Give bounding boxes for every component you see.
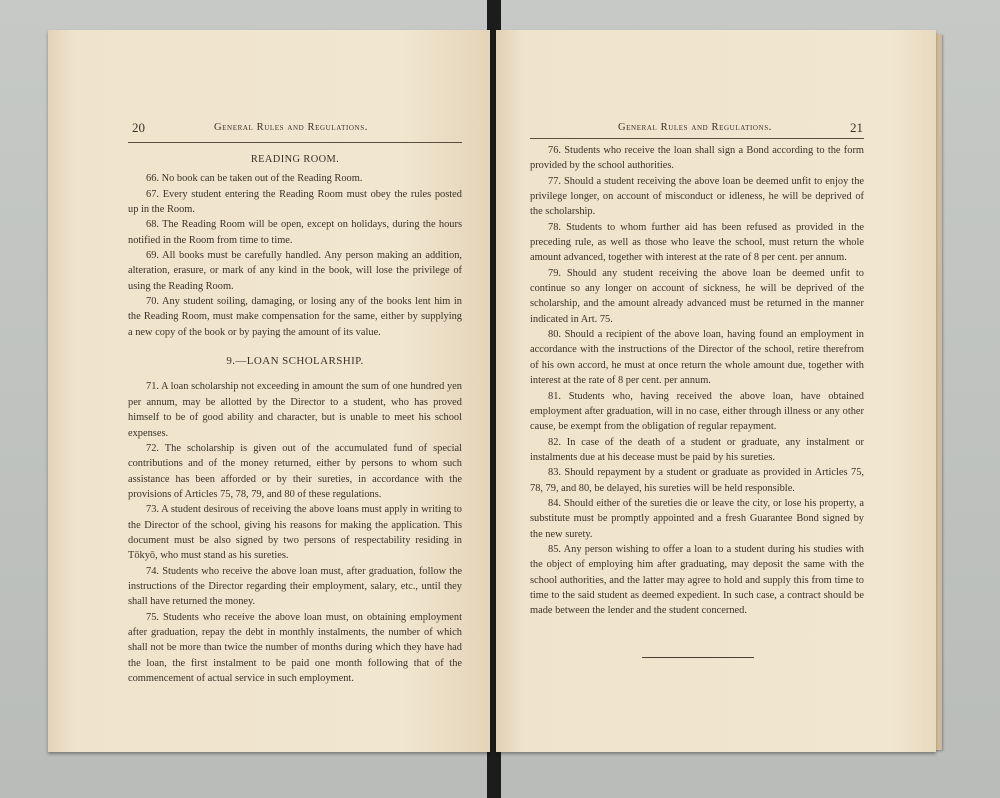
paragraph: 80. Should a recipient of the above loan, having found an employment in accordance with the instructions of the Director of the school, retire therefrom of his own accord, he must at once return the whole amount due, together with interest at the rate of 8 per cent. per annum. — [530, 329, 864, 387]
paragraph: 79. Should any student receiving the above loan be deemed unfit to continue so any longer on account of sickness, he will be deprived of the scholarship, and the amount already advanced must be returned in the manner indicated in Art. 75. — [530, 267, 864, 325]
left-body-text — [128, 152, 462, 686]
paragraph: 82. In case of the death of a student or graduate, any instalment or instalments due at his decease must be paid by his sureties. — [530, 436, 864, 463]
running-head-title: General Rules and Regulations. — [214, 122, 368, 133]
paragraph: 67. Every student entering the Reading Room must obey the rules posted up in the Room. — [128, 188, 462, 216]
paragraph: 78. Students to whom further aid has been refused as provided in the preceding rule, as well as those who leave the school, must return the whole amount advanced, together with interest at the rate of 8 per cent. per annum. — [530, 221, 864, 264]
paragraph: 70. Any student soiling, damaging, or losing any of the books lent him in the Reading Room, must make compensation for the same, either by supplying a new copy of the book or by paying the amount of its value. — [128, 296, 462, 338]
paragraph: 84. Should either of the sureties die or leave the city, or lose his property, a substitute must be promptly appointed and a fresh Guarantee Bond signed by the new surety. — [530, 497, 864, 540]
page-number: 21 — [850, 120, 863, 135]
paragraph: 85. Any person wishing to offer a loan to a student during his studies with the object of employing him after graduating, may deposit the same with the school authorities, and the latter may agree to hold and supply this from time to time to the said student as deemed expedient. In such case, a contract should be made between the lender and the student concerned. — [530, 543, 864, 617]
left-page — [48, 30, 490, 752]
paragraph: 68. The Reading Room will be open, except on holidays, during the hours notified in the Room from time to time. — [128, 219, 462, 246]
paragraph: 66. No book can be taken out of the Reading Room. — [146, 173, 363, 185]
paragraph: 69. All books must be carefully handled. Any person making an addition, alteration, erasure, or mark of any kind in the book, will lose the privilege of using the Reading Room. — [128, 250, 462, 292]
header-rule — [128, 142, 462, 143]
section-heading: 9.—LOAN SCHOLARSHIP. — [226, 355, 364, 368]
paragraph: 72. The scholarship is given out of the accumulated fund of special contributions and of the money returned, either by persons to whom such assistance has been afforded or by their sureties, in accordance with the provisions of Articles 75, 78, 79, and 80 of these regulations. — [128, 442, 462, 500]
paragraph: 76. Students who receive the loan shall sign a Bond according to the form provided by the school authorities. — [530, 145, 864, 172]
right-body-text — [530, 143, 864, 619]
paragraph: 71. A loan scholarship not exceeding in amount the sum of one hundred yen per annum, may be allotted by the Director to a student, who has proved himself to be of good ability and character, but is unable to meet his school expenses. — [128, 381, 462, 439]
end-rule — [642, 657, 754, 658]
page-number: 20 — [132, 120, 145, 135]
paragraph: 73. A student desirous of receiving the above loans must apply in writing to the Director of the school, giving his reasons for making the application. This document must be also signed by two persons of respectability residing in Tōkyō, who must stand as his sureties. — [128, 504, 462, 562]
paragraph: 77. Should a student receiving the above loan be deemed unfit to enjoy the privilege longer, on account of misconduct or idleness, he will be deprived of the scholarship. — [530, 175, 864, 218]
section-heading: READING ROOM. — [250, 154, 340, 165]
paragraph: 75. Students who receive the above loan must, on obtaining employment after graduation, repay the debt in monthly instalments, the number of which shall not be more than twice the number of months during which they have had the loan, the first instalment to be paid one month following that of the commencement of actual service in such employment. — [128, 611, 462, 684]
header-rule — [530, 138, 864, 139]
left-running-head — [48, 122, 490, 140]
running-head-title: General Rules and Regulations. — [618, 122, 772, 133]
right-page — [496, 30, 936, 752]
paragraph: 74. Students who receive the above loan must, after graduation, follow the instructions of the Director regarding their employment, salary, etc., until they shall have returned the money. — [128, 565, 462, 608]
paragraph: 83. Should repayment by a student or graduate as provided in Articles 75, 78, 79, and 80, be delayed, his sureties will be held responsible. — [530, 467, 864, 494]
paragraph: 81. Students who, having received the above loan, have obtained employment after graduation, will in no case, either through illness or any other cause, be exempt from the obligation of regular repayment. — [530, 390, 864, 433]
